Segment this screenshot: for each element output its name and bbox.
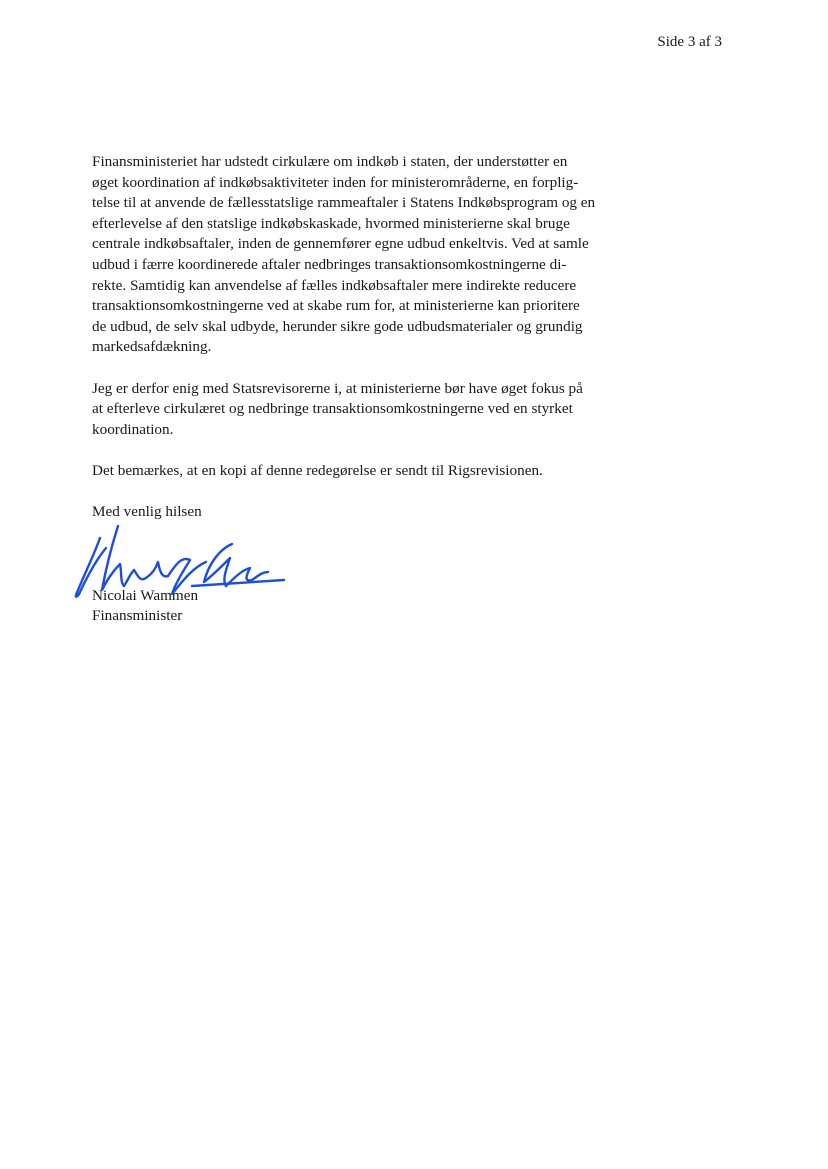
text-line: Finansministeriet har udstedt cirkulære om indkøb i staten, der understøtter en [92,153,568,170]
text-line: Det bemærkes, at en kopi af denne redegørelse er sendt til Rigsrevisionen. [92,461,543,479]
text-line: at efterleve cirkulæret og nedbringe transaktionsomkostningerne ved en styrket [92,400,573,418]
signature-stroke [134,562,168,579]
text-line: transaktionsomkostningerne ved at skabe rum for, at ministerierne kan prioritere [92,297,580,315]
paragraph-enig-statsrevisorerne [92,379,632,441]
signature-stroke [168,559,206,594]
text-line: de udbud, de selv skal udbyde, herunder sikre gode udbudsmaterialer og grundig [92,317,583,335]
text-line: Med venlig hilsen [92,503,202,521]
text-line: telse til at anvende de fællesstatslige rammeaftaler i Statens Indkøbsprogram og en [92,194,596,212]
signer-name: Nicolai Wammen [92,587,199,604]
text-line: centrale indkøbsaftaler, inden de gennemfører egne udbud enkeltvis. Ved at samle [92,235,589,253]
text-line: koordination. [92,420,174,438]
letter-body [92,152,632,543]
signature-stroke [102,526,134,590]
signature-block [72,520,302,630]
text-line: Jeg er derfor enig med Statsrevisorerne i, at ministerierne bør have øget fokus på [92,379,583,397]
paragraph-kopi-rigsrevisionen [92,461,632,482]
text-line: markedsafdækning. [92,338,212,356]
text-line: øget koordination af indkøbsaktiviteter inden for ministerområderne, en forplig- [92,173,579,191]
signer-title: Finansminister [92,607,183,624]
signature-stroke [204,544,232,586]
paragraph-indkoeb-cirkulaere [92,152,632,358]
page-number: Side 3 af 3 [657,34,722,50]
text-line: rekte. Samtidig kan anvendelse af fælles indkøbsaftaler mere indirekte reducere [92,276,577,294]
text-line: udbud i færre koordinerede aftaler nedbringes transaktionsomkostningerne di- [92,255,567,273]
text-line: efterlevelse af den statslige indkøbskaskade, hvormed ministerierne skal bruge [92,214,570,232]
handwritten-signature-icon [72,520,302,610]
